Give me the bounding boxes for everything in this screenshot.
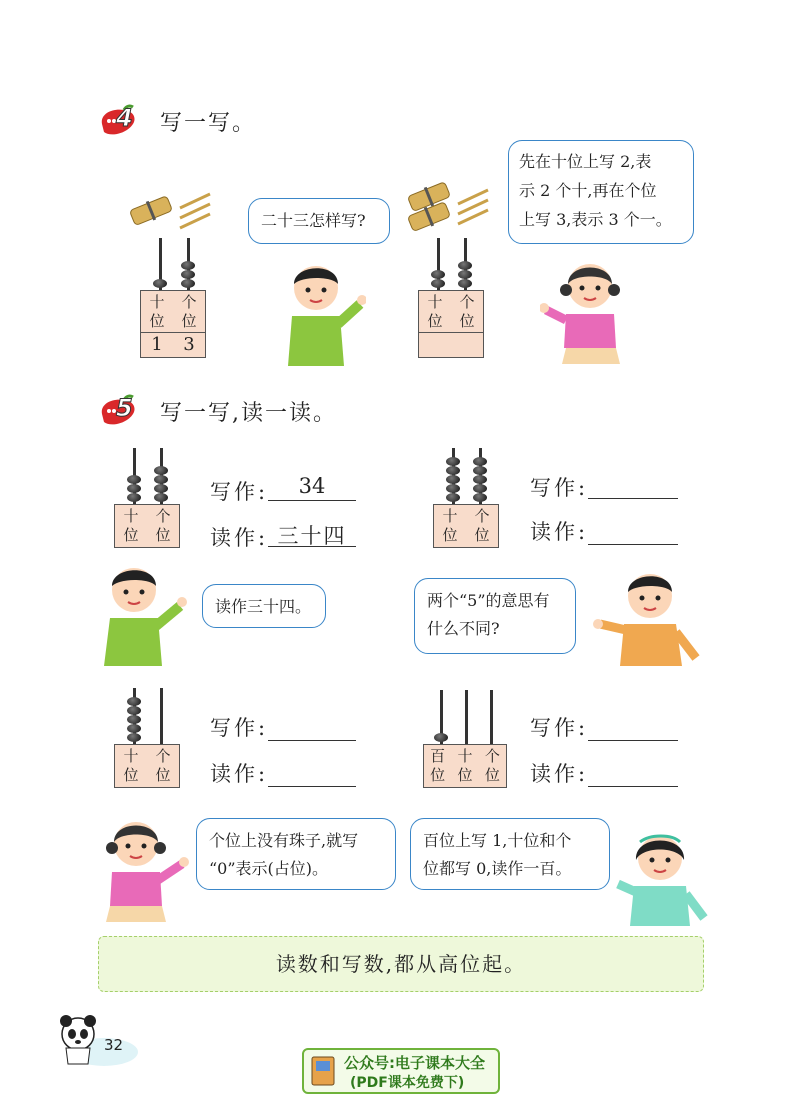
read-label: 读作: (210, 762, 269, 786)
rule-summary-box (98, 936, 704, 992)
tens-digit: 1 (151, 334, 163, 355)
section-5-title: 写一写,读一读。 (160, 401, 337, 426)
read-label: 读作: (210, 526, 269, 550)
section-4-title: 写一写。 (160, 111, 257, 136)
write-answer-field[interactable] (268, 740, 356, 741)
speech-bubble-boy: 读作三十四。 (202, 584, 326, 628)
speech-bubble-girl-2: 百位上写 1,十位和个 位都写 0,读作一百。 (410, 818, 610, 890)
write-label: 写作: (210, 716, 269, 740)
read-answer-field[interactable] (588, 786, 678, 787)
sticks-bundle-icon (406, 182, 490, 240)
section-number: 4 (116, 104, 133, 132)
read-answer-field[interactable] (268, 786, 356, 787)
read-answer-field[interactable] (588, 544, 678, 545)
section-4-badge (96, 104, 140, 140)
write-label: 写作: (530, 716, 589, 740)
girl-illustration (614, 828, 708, 928)
page-number: 32 (104, 1036, 124, 1054)
ones-digit: 3 (183, 334, 195, 355)
boy-illustration (282, 258, 366, 368)
write-answer-field[interactable] (588, 740, 678, 741)
read-label: 读作: (530, 520, 589, 544)
watermark-badge (302, 1048, 500, 1094)
read-label: 读作: (530, 762, 589, 786)
panda-icon (54, 1012, 138, 1068)
girl-illustration (96, 812, 192, 924)
sticks-bundle-icon (128, 186, 212, 236)
speech-bubble-boy: 二十三怎样写? (248, 198, 390, 244)
section-number: 5 (116, 394, 133, 422)
watermark-line2: (PDF课本免费下) (350, 1075, 465, 1091)
watermark-line1: 公众号:电子课本大全 (344, 1054, 485, 1072)
boy-illustration (100, 560, 192, 668)
boy-illustration (592, 568, 702, 668)
read-answer-34: 三十四 (277, 524, 347, 548)
speech-bubble-girl: 先在十位上写 2,表 示 2 个十,再在个位 上写 3,表示 3 个一。 (508, 140, 694, 244)
written-answer-34: 34 (298, 474, 326, 498)
book-icon (310, 1055, 336, 1087)
write-answer-field[interactable] (588, 498, 678, 499)
write-label: 写作: (210, 480, 269, 504)
write-label: 写作: (530, 476, 589, 500)
girl-illustration (540, 256, 636, 366)
rule-text: 读数和写数,都从高位起。 (275, 952, 527, 976)
speech-bubble-boy-2: 两个“5”的意思有 什么不同? (414, 578, 576, 654)
section-5-badge (96, 394, 140, 430)
speech-bubble-girl: 个位上没有珠子,就写 “0”表示(占位)。 (196, 818, 396, 890)
